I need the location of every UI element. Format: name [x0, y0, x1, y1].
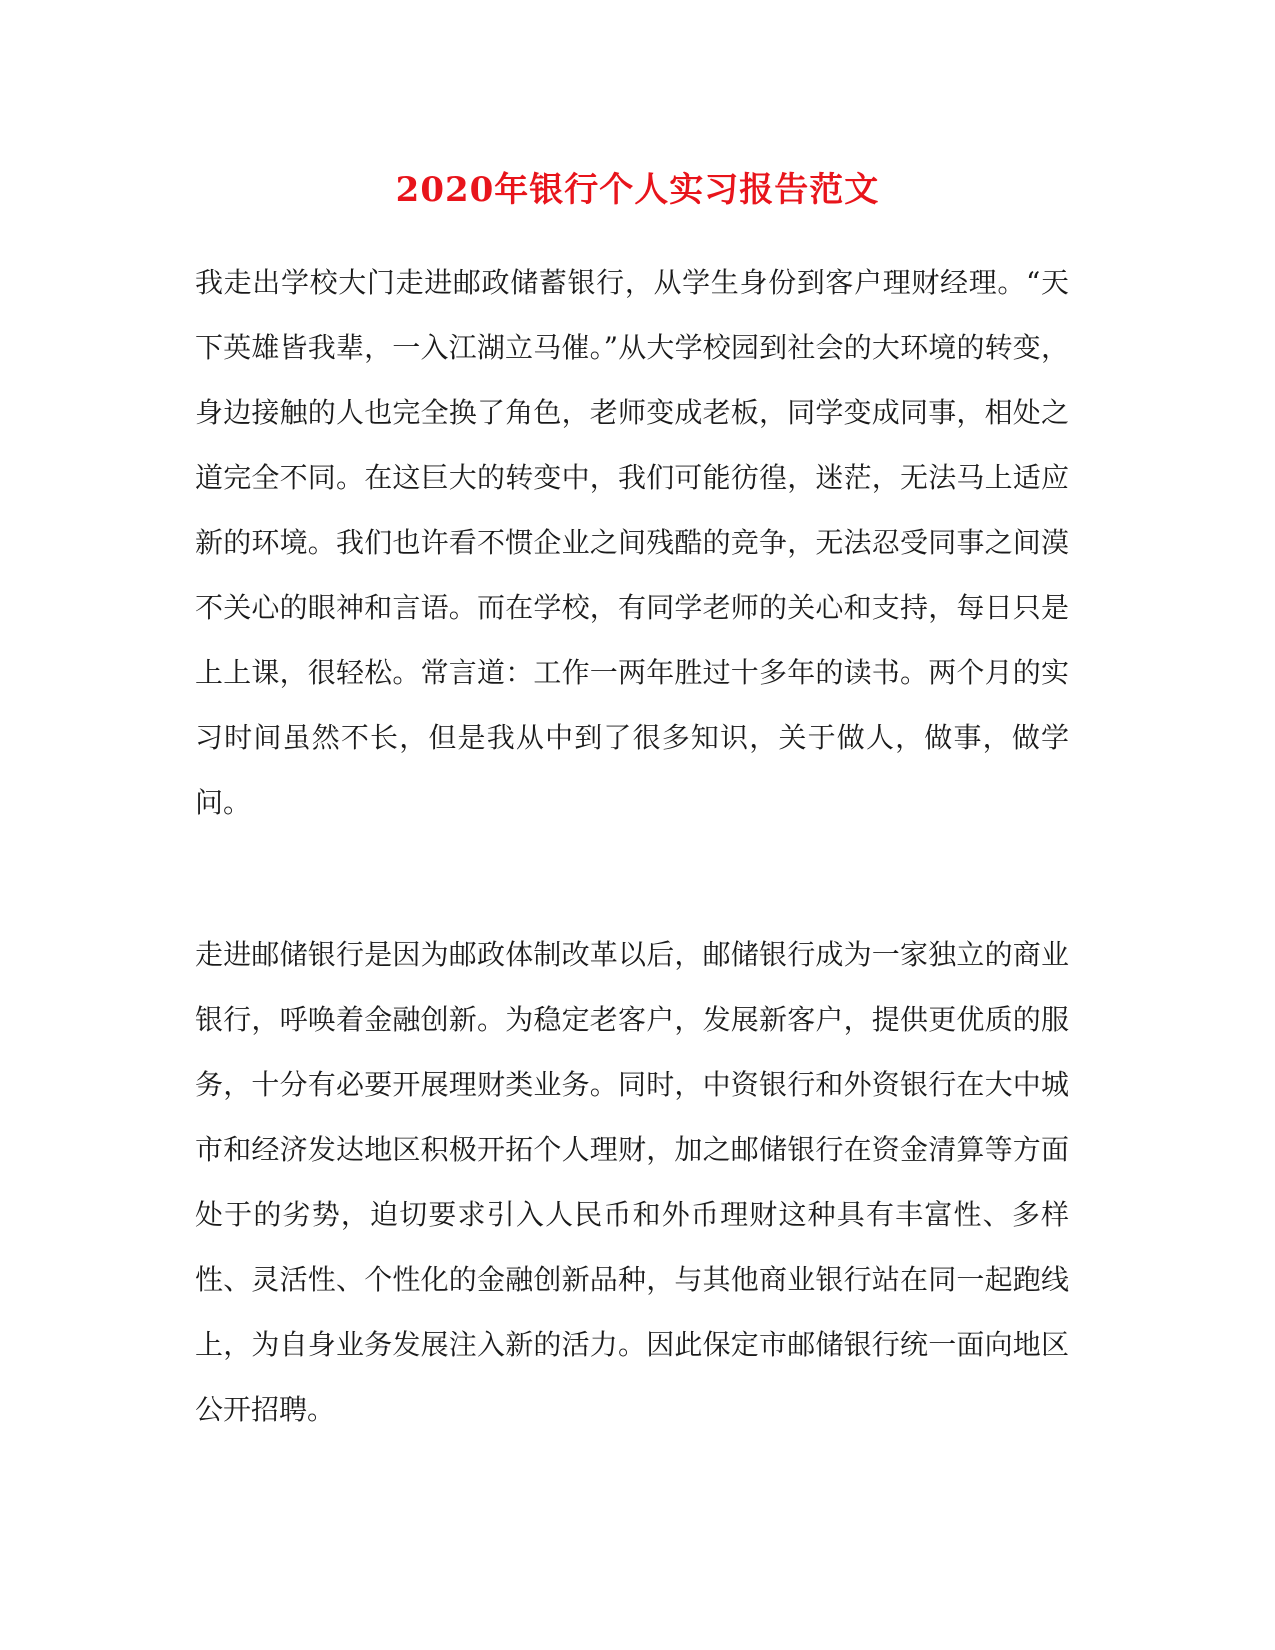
paragraph-1: 我走出学校大门走进邮政储蓄银行，从学生身份到客户理财经理。“天下英雄皆我辈，一入江湖立马催。”从大学校园到社会的大环境的转变，身边接触的人也完全换了角色，老师变成老板，同学变成同事，相处之道完全不同。在这巨大的转变中，我们可能彷徨，迷茫，无法马上适应新的环境。我们也许看不惯企业之间残酷的竞争，无法忍受同事之间漠不关心的眼神和言语。而在学校，有同学老师的关心和支持，每日只是上上课，很轻松。常言道：工作一两年胜过十多年的读书。两个月的实习时间虽然不长，但是我从中到了很多知识，关于做人，做事，做学问。	[195, 266, 1069, 819]
document-title: 2020年银行个人实习报告范文	[395, 170, 880, 210]
paragraph-2: 走进邮储银行是因为邮政体制改革以后，邮储银行成为一家独立的商业银行，呼唤着金融创新。为稳定老客户，发展新客户，提供更优质的服务，十分有必要开展理财类业务。同时，中资银行和外资银行在大中城市和经济发达地区积极开拓个人理财，加之邮储银行在资金清算等方面处于的劣势，迫切要求引入人民币和外币理财这种具有丰富性、多样性、灵活性、个性化的金融创新品种，与其他商业银行站在同一起跑线上，为自身业务发展注入新的活力。因此保定市邮储银行统一面向地区公开招聘。	[195, 938, 1069, 1426]
